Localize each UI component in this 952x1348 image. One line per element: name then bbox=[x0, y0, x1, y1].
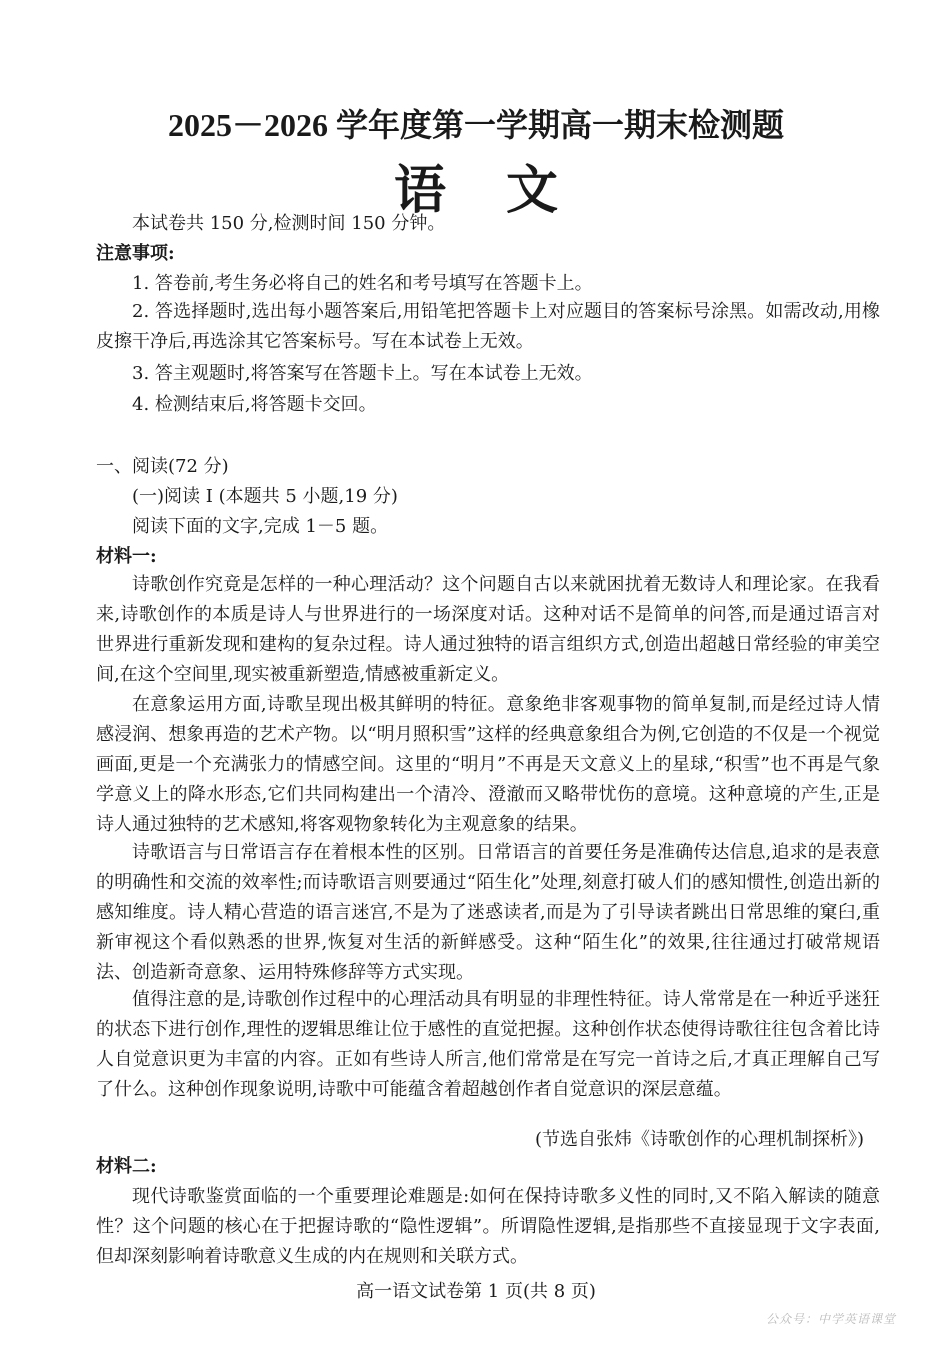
notice-item: 1. 答卷前,考生务必将自己的姓名和考号填写在答题卡上。 bbox=[132, 273, 593, 294]
notice-item: 4. 检测结束后,将答题卡交回。 bbox=[132, 394, 377, 415]
material2-paragraph: 现代诗歌鉴赏面临的一个重要理论难题是:如何在保持诗歌多义性的同时,又不陷入解读的随意性？这个问题的核心在于把握诗歌的“隐性逻辑”。所谓隐性逻辑,是指那些不直接显现于文字表面,但却深刻影响着诗歌意义生成的内在规则和关联方式。 bbox=[96, 1186, 880, 1267]
material1-label: 材料一: bbox=[96, 546, 157, 567]
watermark: 公众号：中学英语课堂 bbox=[765, 1312, 896, 1326]
exam-title: 2025－2026 学年度第一学期高一期末检测题 bbox=[167, 107, 784, 143]
material2-label: 材料二: bbox=[96, 1156, 157, 1177]
notice-item: 3. 答主观题时,将答案写在答题卡上。写在本试卷上无效。 bbox=[132, 363, 593, 384]
material1-source: (节选自张炜《诗歌创作的心理机制探析》) bbox=[534, 1129, 864, 1150]
exam-intro: 本试卷共 150 分,检测时间 150 分钟。 bbox=[132, 213, 446, 234]
notice-heading: 注意事项: bbox=[96, 243, 175, 264]
material1-paragraph: 诗歌语言与日常语言存在着根本性的区别。日常语言的首要任务是准确传达信息,追求的是表意的明确性和交流的效率性;而诗歌语言则要通过“陌生化”处理,刻意打破人们的感知惯性,创造出新的感知维度。诗人精心营造的语言迷宫,不是为了迷惑读者,而是为了引导读者跳出日常思维的窠臼,重新审视这个看似熟悉的世界,恢复对生活的新鲜感受。这种“陌生化”的效果,往往通过打破常规语法、创造新奇意象、运用特殊修辞等方式实现。 bbox=[96, 842, 880, 983]
section-heading: 一、阅读(72 分) bbox=[96, 456, 229, 477]
section-instruction: 阅读下面的文字,完成 1－5 题。 bbox=[132, 516, 389, 537]
subject-title: 语文 bbox=[393, 160, 618, 221]
material1-paragraph: 诗歌创作究竟是怎样的一种心理活动？这个问题自古以来就困扰着无数诗人和理论家。在我看来,诗歌创作的本质是诗人与世界进行的一场深度对话。这种对话不是简单的问答,而是通过语言对世界进行重新发现和建构的复杂过程。诗人通过独特的语言组织方式,创造出超越日常经验的审美空间,在这个空间里,现实被重新塑造,情感被重新定义。 bbox=[96, 574, 880, 685]
material1-paragraph: 值得注意的是,诗歌创作过程中的心理活动具有明显的非理性特征。诗人常常是在一种近乎迷狂的状态下进行创作,理性的逻辑思维让位于感性的直觉把握。这种创作状态使得诗歌往往包含着比诗人自觉意识更为丰富的内容。正如有些诗人所言,他们常常是在写完一首诗之后,才真正理解自己写了什么。这种创作现象说明,诗歌中可能蕴含着超越创作者自觉意识的深层意蕴。 bbox=[96, 989, 880, 1100]
section-sub-heading: (一)阅读 I (本题共 5 小题,19 分) bbox=[132, 486, 398, 507]
page-footer: 高一语文试卷第 1 页(共 8 页) bbox=[356, 1281, 596, 1302]
material1-paragraph: 在意象运用方面,诗歌呈现出极其鲜明的特征。意象绝非客观事物的简单复制,而是经过诗人情感浸润、想象再造的艺术产物。以“明月照积雪”这样的经典意象组合为例,它创造的不仅是一个视觉画面,更是一个充满张力的情感空间。这里的“明月”不再是天文意义上的星球,“积雪”也不再是气象学意义上的降水形态,它们共同构建出一个清冷、澄澈而又略带忧伤的意境。这种意境的产生,正是诗人通过独特的艺术感知,将客观物象转化为主观意象的结果。 bbox=[96, 694, 880, 835]
notice-item: 2. 答选择题时,选出每小题答案后,用铅笔把答题卡上对应题目的答案标号涂黑。如需改动,用橡皮擦干净后,再选涂其它答案标号。写在本试卷上无效。 bbox=[96, 301, 880, 352]
